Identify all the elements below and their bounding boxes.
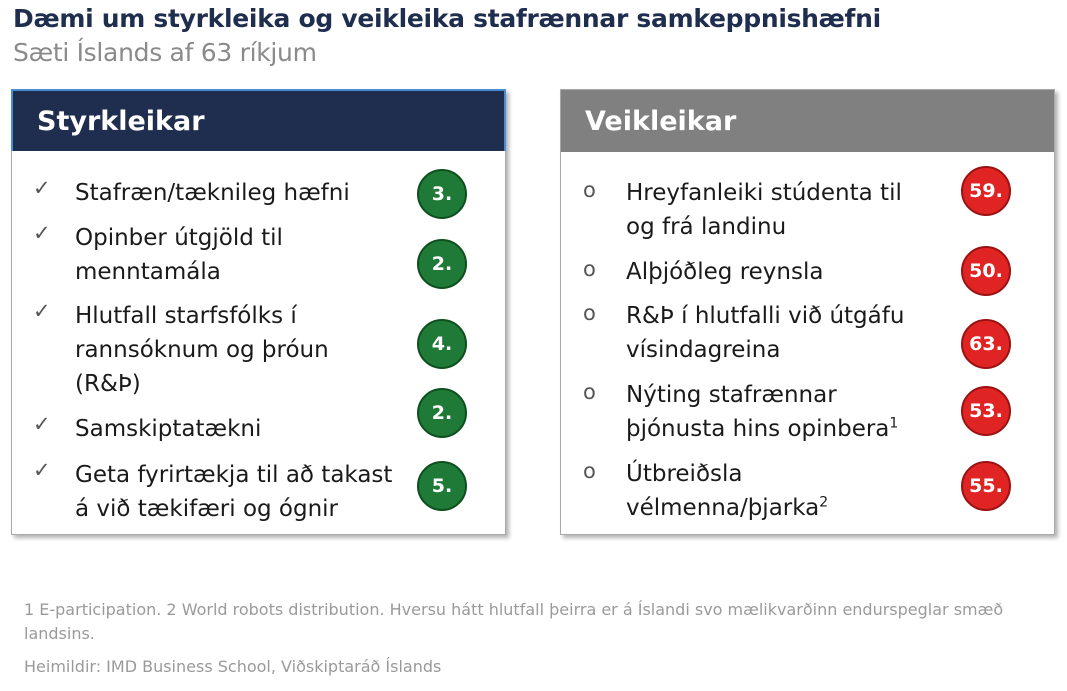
weaknesses-panel: [560, 89, 1055, 535]
strengths-header: Styrkleikar: [11, 89, 506, 151]
rank-badge: 50.: [961, 246, 1011, 296]
circle-bullet-icon: o: [583, 459, 596, 483]
strength-label: Stafræn/tæknileg hæfni: [75, 180, 350, 206]
rank-badge: 2.: [417, 239, 467, 289]
strengths-panel: [11, 89, 506, 535]
weakness-label: Hreyfanleiki stúdenta til og frá landinu: [626, 180, 902, 240]
sources: Heimildir: IMD Business School, Viðskiptaráð Íslands: [24, 657, 442, 676]
circle-bullet-icon: o: [583, 178, 596, 202]
circle-bullet-icon: o: [583, 301, 596, 325]
weakness-label: Nýting stafrænnar þjónusta hins opinbera$^1$: [626, 382, 899, 442]
checkmark-icon: ✓: [33, 412, 51, 436]
rank-badge: 53.: [961, 386, 1011, 436]
rank-badge: 59.: [961, 166, 1011, 216]
weakness-label: Alþjóðleg reynsla: [626, 259, 824, 285]
footnote: 1 E-participation. 2 World robots distribution. Hversu hátt hlutfall þeirra er á Íslandi svo mælikvarðinn endurspeglar smæð landsins.: [24, 600, 1004, 643]
page-title: Dæmi um styrkleika og veikleika stafrænnar samkeppnishæfni: [13, 4, 881, 33]
weakness-label: R&Þ í hlutfalli við útgáfu vísindagreina: [626, 303, 905, 363]
strength-label: Samskiptatækni: [75, 416, 262, 442]
strength-label: Geta fyrirtækja til að takast á við tækifæri og ógnir: [75, 462, 393, 522]
checkmark-icon: ✓: [33, 176, 51, 200]
page-subtitle: Sæti Íslands af 63 ríkjum: [13, 38, 317, 67]
weakness-label: Útbreiðsla vélmenna/þjarka$^2$: [626, 461, 829, 521]
footnote-marker: 1: [889, 415, 899, 432]
circle-bullet-icon: o: [583, 380, 596, 404]
footnote-marker: 2: [819, 494, 829, 511]
checkmark-icon: ✓: [33, 299, 51, 323]
checkmark-icon: ✓: [33, 221, 51, 245]
checkmark-icon: ✓: [33, 458, 51, 482]
rank-badge: 63.: [961, 319, 1011, 369]
rank-badge: 55.: [961, 461, 1011, 511]
strength-label: Hlutfall starfsfólks í rannsóknum og þróun (R&Þ): [75, 303, 329, 397]
rank-badge: 3.: [417, 169, 467, 219]
strength-label: Opinber útgjöld til menntamála: [75, 225, 283, 285]
rank-badge: 4.: [417, 319, 467, 369]
rank-badge: 5.: [417, 461, 467, 511]
weaknesses-header: Veikleikar: [561, 90, 1054, 152]
circle-bullet-icon: o: [583, 257, 596, 281]
rank-badge: 2.: [417, 388, 467, 438]
